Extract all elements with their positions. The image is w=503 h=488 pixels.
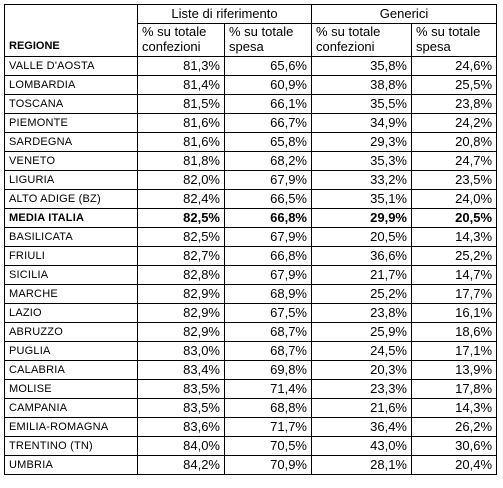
liste-confezioni-cell: 82,8% (138, 266, 225, 285)
region-cell: LAZIO (5, 304, 138, 323)
table-row (5, 304, 497, 323)
region-cell: PUGLIA (5, 342, 138, 361)
generici-confezioni-cell: 34,9% (312, 114, 412, 133)
generici-group-header: Generici (312, 5, 497, 24)
table-row (5, 228, 497, 247)
region-cell: BASILICATA (5, 228, 138, 247)
liste-spesa-cell: 60,9% (225, 76, 312, 95)
generici-spesa-cell: 16,1% (412, 304, 497, 323)
table-row (5, 456, 497, 475)
liste-confezioni-cell: 81,5% (138, 95, 225, 114)
region-cell: TOSCANA (5, 95, 138, 114)
region-cell: MOLISE (5, 380, 138, 399)
generici-confezioni-cell: 21,7% (312, 266, 412, 285)
region-cell: ABRUZZO (5, 323, 138, 342)
generici-spesa-cell: 23,5% (412, 171, 497, 190)
generici-confezioni-cell: 33,2% (312, 171, 412, 190)
liste-confezioni-cell: 84,2% (138, 456, 225, 475)
generici-confezioni-cell: 20,3% (312, 361, 412, 380)
table-row (5, 171, 497, 190)
region-cell: VALLE D'AOSTA (5, 57, 138, 76)
region-cell: MARCHE (5, 285, 138, 304)
table-row (5, 342, 497, 361)
generici-confezioni-cell: 35,3% (312, 152, 412, 171)
liste-spesa-cell: 71,4% (225, 380, 312, 399)
generici-confezioni-cell: 29,9% (312, 209, 412, 228)
liste-confezioni-cell: 84,0% (138, 437, 225, 456)
table-row (5, 114, 497, 133)
generici-spesa-cell: 25,2% (412, 247, 497, 266)
generici-confezioni-header: % su totale confezioni (312, 24, 412, 57)
generici-confezioni-cell: 43,0% (312, 437, 412, 456)
generici-spesa-cell: 26,2% (412, 418, 497, 437)
liste-confezioni-cell: 82,0% (138, 171, 225, 190)
generici-spesa-cell: 24,7% (412, 152, 497, 171)
liste-confezioni-cell: 82,9% (138, 285, 225, 304)
table-row (5, 285, 497, 304)
table-row (5, 266, 497, 285)
generici-spesa-cell: 24,2% (412, 114, 497, 133)
liste-spesa-header: % su totale spesa (225, 24, 312, 57)
generici-spesa-cell: 18,6% (412, 323, 497, 342)
liste-spesa-cell: 68,9% (225, 285, 312, 304)
liste-confezioni-cell: 82,5% (138, 209, 225, 228)
liste-spesa-cell: 67,5% (225, 304, 312, 323)
generici-spesa-cell: 17,1% (412, 342, 497, 361)
generici-confezioni-cell: 29,3% (312, 133, 412, 152)
liste-confezioni-cell: 83,5% (138, 380, 225, 399)
region-cell: ALTO ADIGE (BZ) (5, 190, 138, 209)
liste-group-header: Liste di riferimento (138, 5, 312, 24)
region-cell: SICILIA (5, 266, 138, 285)
generici-spesa-cell: 24,6% (412, 57, 497, 76)
table-row (5, 380, 497, 399)
table-row (5, 323, 497, 342)
liste-confezioni-cell: 83,0% (138, 342, 225, 361)
liste-spesa-cell: 70,5% (225, 437, 312, 456)
liste-confezioni-cell: 82,5% (138, 228, 225, 247)
region-cell: TRENTINO (TN) (5, 437, 138, 456)
liste-spesa-cell: 69,8% (225, 361, 312, 380)
liste-spesa-cell: 65,6% (225, 57, 312, 76)
table-row (5, 209, 497, 228)
generici-spesa-cell: 14,7% (412, 266, 497, 285)
generici-confezioni-cell: 25,2% (312, 285, 412, 304)
generici-confezioni-cell: 24,5% (312, 342, 412, 361)
region-cell: CAMPANIA (5, 399, 138, 418)
liste-spesa-cell: 71,7% (225, 418, 312, 437)
liste-spesa-cell: 70,9% (225, 456, 312, 475)
liste-confezioni-cell: 81,8% (138, 152, 225, 171)
liste-confezioni-cell: 82,7% (138, 247, 225, 266)
table-row (5, 418, 497, 437)
region-cell: SARDEGNA (5, 133, 138, 152)
region-column-header: REGIONE (5, 24, 138, 57)
region-cell: LIGURIA (5, 171, 138, 190)
generici-confezioni-cell: 36,6% (312, 247, 412, 266)
generici-confezioni-cell: 25,9% (312, 323, 412, 342)
generici-confezioni-cell: 36,4% (312, 418, 412, 437)
generici-spesa-cell: 25,5% (412, 76, 497, 95)
liste-spesa-cell: 66,1% (225, 95, 312, 114)
table-row (5, 437, 497, 456)
generici-spesa-cell: 14,3% (412, 228, 497, 247)
generici-spesa-cell: 17,7% (412, 285, 497, 304)
liste-spesa-cell: 66,8% (225, 247, 312, 266)
generici-spesa-cell: 14,3% (412, 399, 497, 418)
header-corner (5, 5, 138, 24)
group-header-row (5, 5, 497, 24)
generici-spesa-cell: 20,5% (412, 209, 497, 228)
generici-confezioni-cell: 35,5% (312, 95, 412, 114)
regional-share-table (4, 4, 497, 475)
region-cell: PIEMONTE (5, 114, 138, 133)
liste-spesa-cell: 65,8% (225, 133, 312, 152)
liste-spesa-cell: 66,7% (225, 114, 312, 133)
table-row (5, 76, 497, 95)
liste-spesa-cell: 67,9% (225, 266, 312, 285)
liste-confezioni-cell: 82,9% (138, 323, 225, 342)
liste-confezioni-cell: 81,3% (138, 57, 225, 76)
region-cell: MEDIA ITALIA (5, 209, 138, 228)
generici-confezioni-cell: 23,3% (312, 380, 412, 399)
region-cell: UMBRIA (5, 456, 138, 475)
region-cell: LOMBARDIA (5, 76, 138, 95)
table-row (5, 247, 497, 266)
liste-spesa-cell: 67,9% (225, 171, 312, 190)
liste-confezioni-cell: 81,4% (138, 76, 225, 95)
generici-confezioni-cell: 28,1% (312, 456, 412, 475)
liste-spesa-cell: 66,8% (225, 209, 312, 228)
generici-spesa-header: % su totale spesa (412, 24, 497, 57)
liste-spesa-cell: 68,8% (225, 399, 312, 418)
liste-confezioni-cell: 83,5% (138, 399, 225, 418)
table-row (5, 361, 497, 380)
liste-confezioni-cell: 81,6% (138, 114, 225, 133)
liste-confezioni-cell: 82,9% (138, 304, 225, 323)
generici-spesa-cell: 24,0% (412, 190, 497, 209)
table-row (5, 57, 497, 76)
region-cell: EMILIA-ROMAGNA (5, 418, 138, 437)
liste-spesa-cell: 68,7% (225, 323, 312, 342)
table-body (5, 57, 497, 475)
generici-confezioni-cell: 23,8% (312, 304, 412, 323)
table-row (5, 399, 497, 418)
generici-confezioni-cell: 35,8% (312, 57, 412, 76)
liste-confezioni-cell: 82,4% (138, 190, 225, 209)
generici-confezioni-cell: 35,1% (312, 190, 412, 209)
generici-spesa-cell: 17,8% (412, 380, 497, 399)
generici-spesa-cell: 20,8% (412, 133, 497, 152)
generici-confezioni-cell: 20,5% (312, 228, 412, 247)
liste-spesa-cell: 68,2% (225, 152, 312, 171)
liste-spesa-cell: 67,9% (225, 228, 312, 247)
liste-confezioni-cell: 81,6% (138, 133, 225, 152)
table-row (5, 152, 497, 171)
generici-confezioni-cell: 38,8% (312, 76, 412, 95)
liste-confezioni-header: % su totale confezioni (138, 24, 225, 57)
generici-spesa-cell: 20,4% (412, 456, 497, 475)
table-row (5, 95, 497, 114)
region-cell: CALABRIA (5, 361, 138, 380)
liste-confezioni-cell: 83,6% (138, 418, 225, 437)
region-cell: FRIULI (5, 247, 138, 266)
liste-confezioni-cell: 83,4% (138, 361, 225, 380)
liste-spesa-cell: 66,5% (225, 190, 312, 209)
generici-spesa-cell: 13,9% (412, 361, 497, 380)
generici-confezioni-cell: 21,6% (312, 399, 412, 418)
generici-spesa-cell: 23,8% (412, 95, 497, 114)
column-header-row (5, 24, 497, 57)
table-row (5, 190, 497, 209)
region-cell: VENETO (5, 152, 138, 171)
table-row (5, 133, 497, 152)
generici-spesa-cell: 30,6% (412, 437, 497, 456)
liste-spesa-cell: 68,7% (225, 342, 312, 361)
